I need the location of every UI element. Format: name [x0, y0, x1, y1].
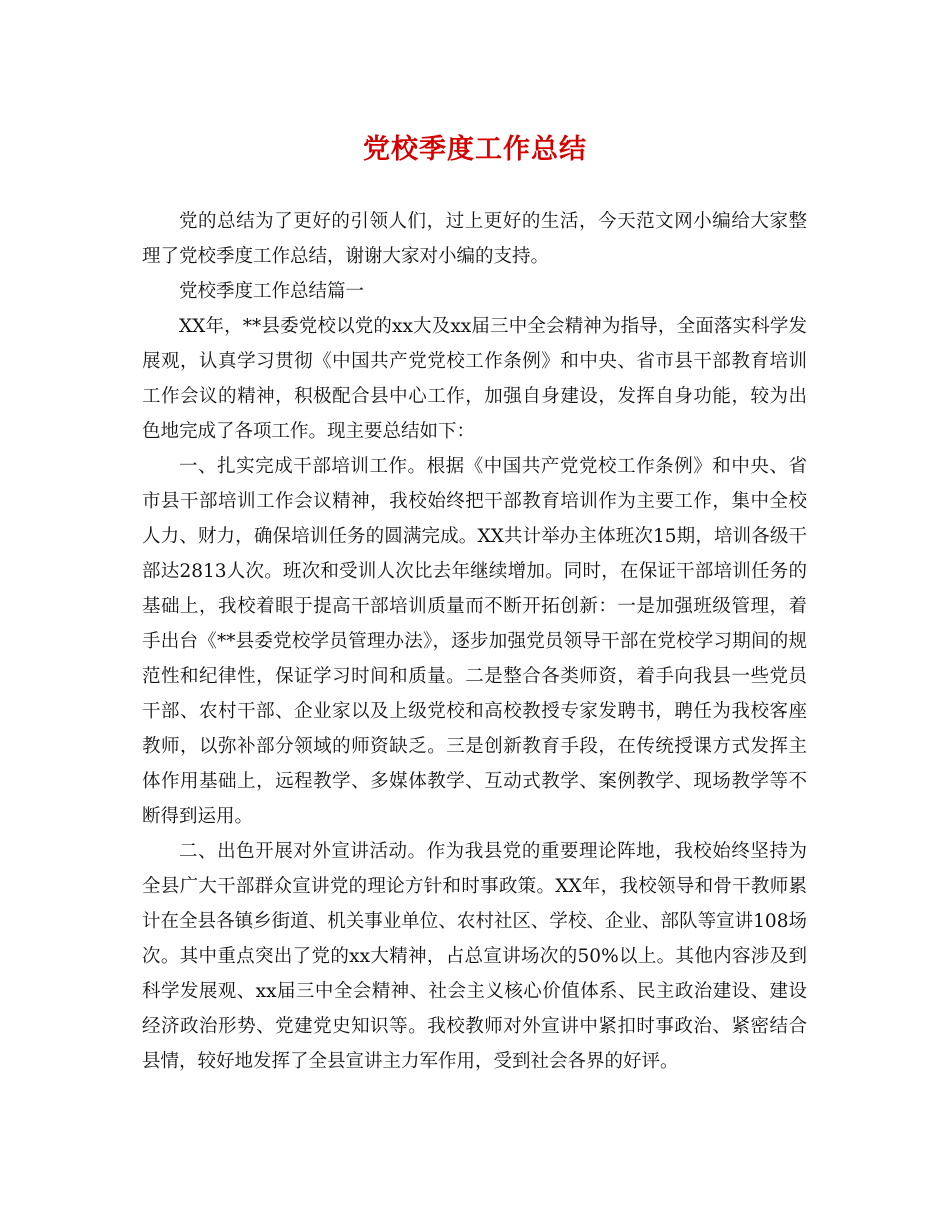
section-heading: 党校季度工作总结篇一: [179, 281, 365, 302]
intro-paragraph: 党的总结为了更好的引领人们，过上更好的生活，今天范文网小编给大家整理了党校季度工作总结，谢谢大家对小编的支持。: [142, 211, 807, 267]
body-paragraph-training: 一、扎实完成干部培训工作。根据《中国共产党党校工作条例》和中央、省市县干部培训工作会议精神，我校始终把干部教育培训作为主要工作，集中全校人力、财力，确保培训任务的圆满完成。XX共计举办主体班次15期，培训各级干部达2813人次。班次和受训人次比去年继续增加。同时，在保证干部培训任务的基础上，我校着眼于提高干部培训质量而不断开拓创新：一是加强班级管理，着手出台《**县委党校学员管理办法》，逐步加强党员领导干部在党校学习期间的规范性和纪律性，保证学习时间和质量。二是整合各类师资，着手向我县一些党员干部、农村干部、企业家以及上级党校和高校教授专家发聘书，聘任为我校客座教师，以弥补部分领域的师资缺乏。三是创新教育手段，在传统授课方式发挥主体作用基础上，远程教学、多媒体教学、互动式教学、案例教学、现场教学等不断得到运用。: [142, 456, 807, 827]
page-title: 党校季度工作总结: [363, 134, 587, 165]
document-body: [142, 204, 807, 1079]
body-paragraph-overview: XX年，**县委党校以党的xx大及xx届三中全会精神为指导，全面落实科学发展观，认真学习贯彻《中国共产党党校工作条例》和中央、省市县干部教育培训工作会议的精神，积极配合县中心工作，加强自身建设，发挥自身功能，较为出色地完成了各项工作。现主要总结如下：: [142, 316, 807, 442]
body-paragraph-outreach: 二、出色开展对外宣讲活动。作为我县党的重要理论阵地，我校始终坚持为全县广大干部群众宣讲党的理论方针和时事政策。XX年，我校领导和骨干教师累计在全县各镇乡街道、机关事业单位、农村社区、学校、企业、部队等宣讲108场次。其中重点突出了党的xx大精神，占总宣讲场次的50%以上。其他内容涉及到科学发展观、xx届三中全会精神、社会主义核心价值体系、民主政治建设、建设经济政治形势、党建党史知识等。我校教师对外宣讲中紧扣时事政治、紧密结合县情，较好地发挥了全县宣讲主力军作用，受到社会各界的好评。: [142, 841, 807, 1072]
